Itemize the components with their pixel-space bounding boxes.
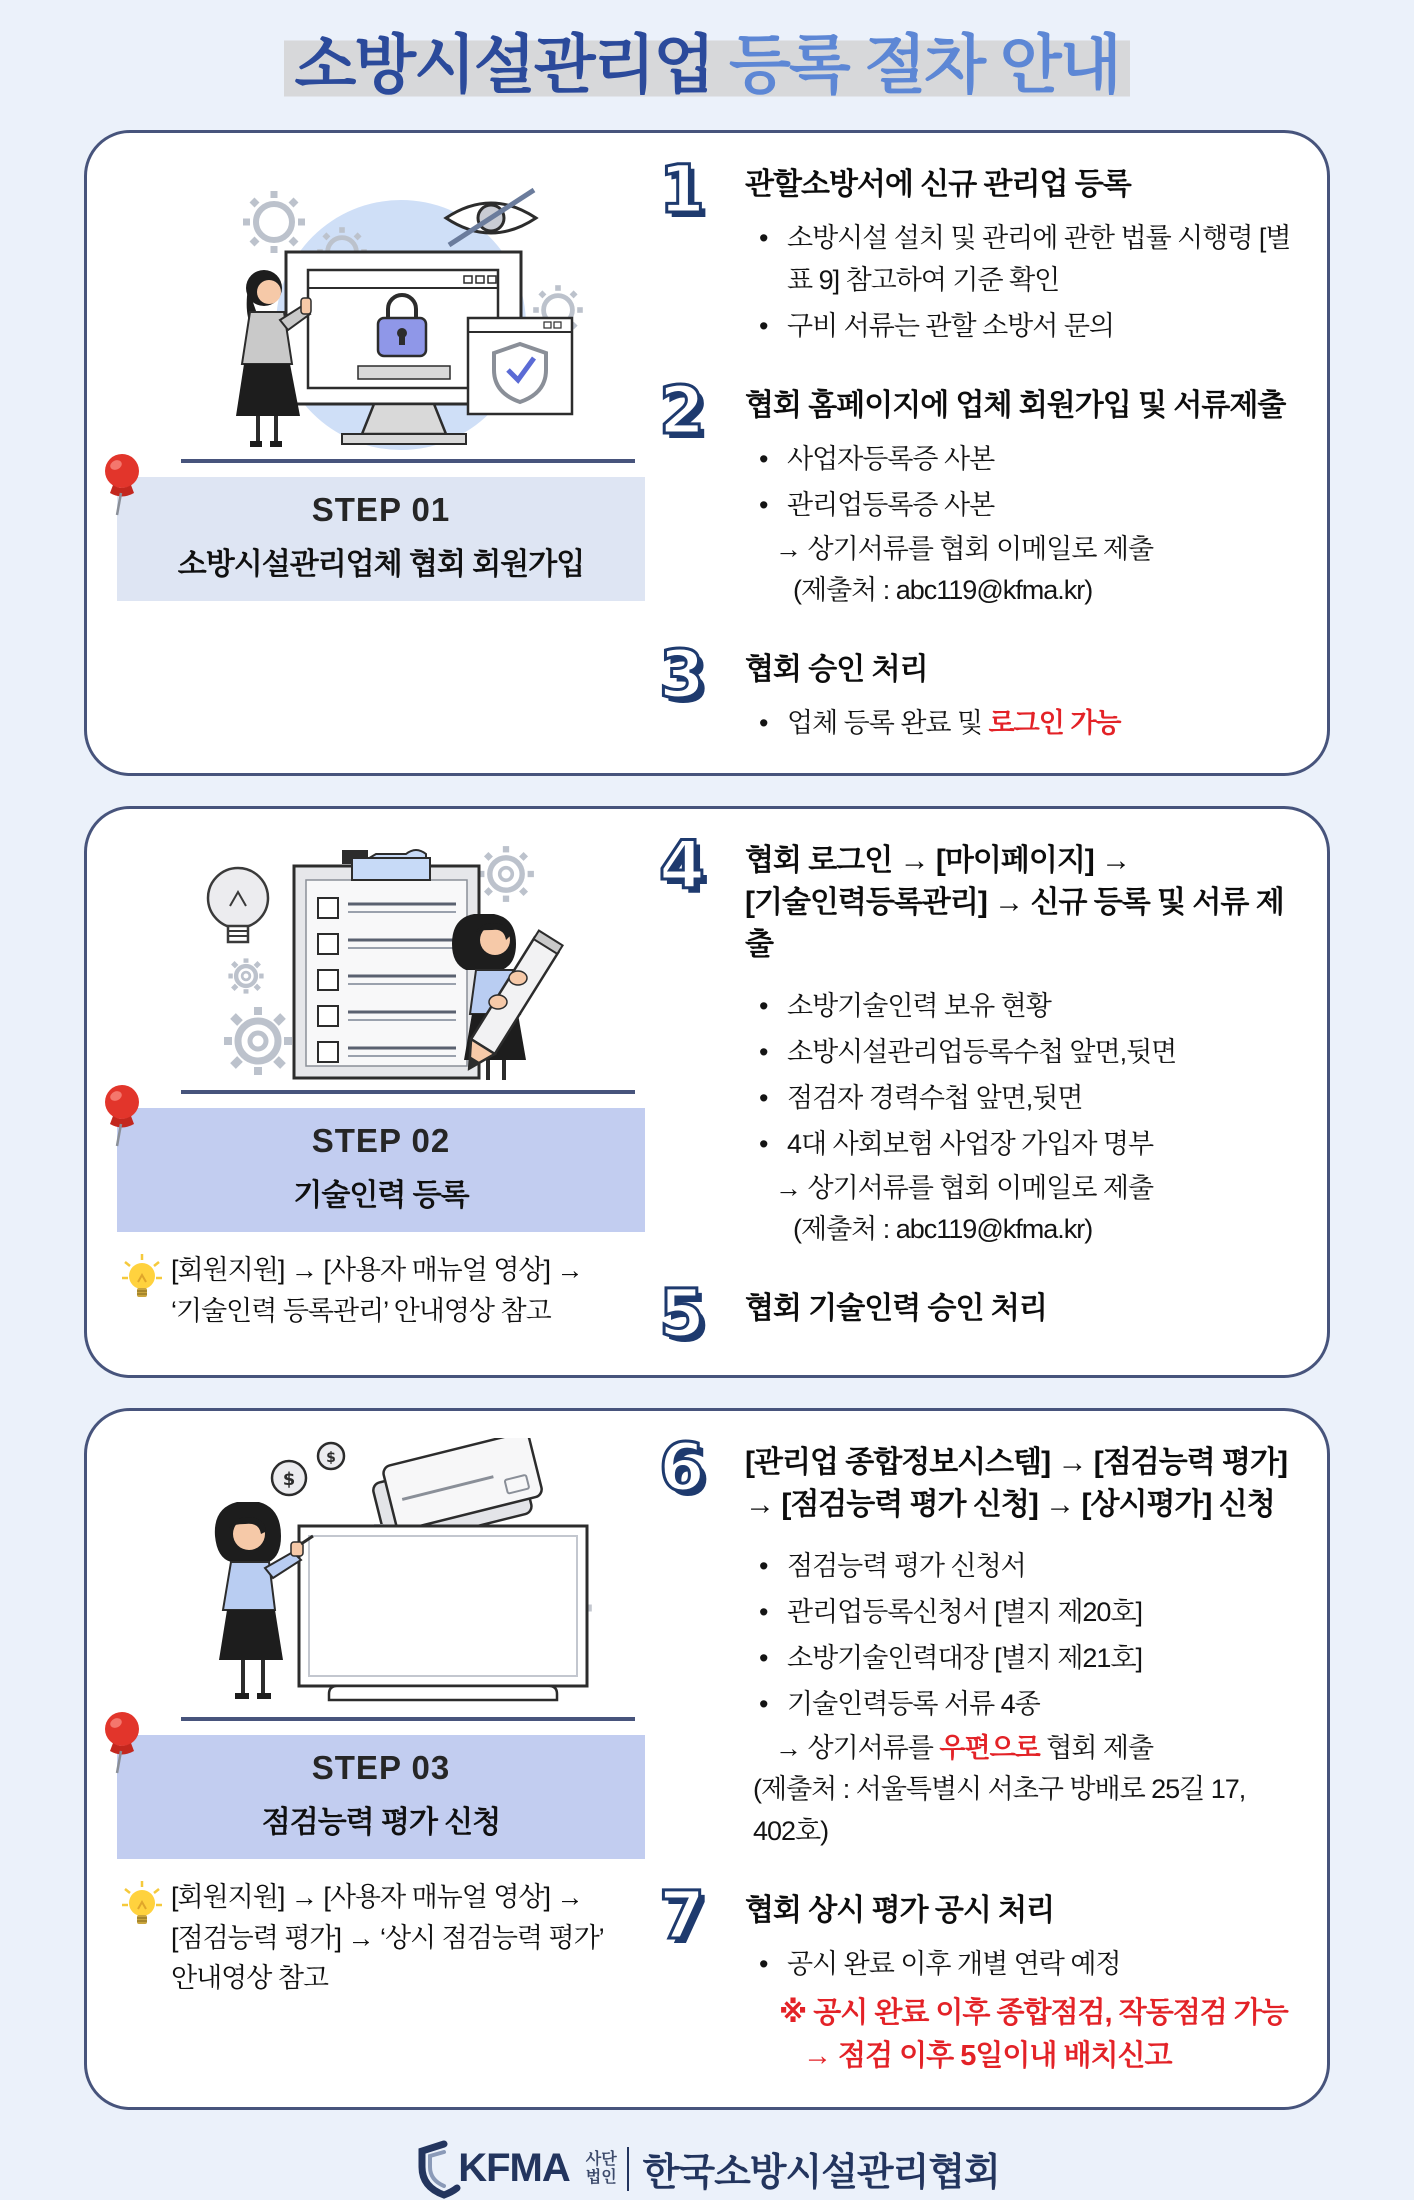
clipboard-checklist <box>294 850 479 1078</box>
footer-divider <box>627 2147 629 2191</box>
title-highlight <box>284 29 1129 101</box>
card2-left-column <box>117 831 645 1347</box>
procedure-item-4 <box>659 827 1293 1251</box>
item6-number: 6 <box>659 1429 705 1507</box>
step1-label: STEP 01 <box>311 491 451 529</box>
step3-band <box>117 1735 645 1859</box>
procedure-item-7 <box>659 1877 1293 2079</box>
item7-red-note-line1: ※ 공시 완료 이후 종합점검, 작동점검 가능 <box>779 1996 1288 2029</box>
item6-bullet2: • 관리업등록신청서 [별지 제20호] <box>745 1592 1293 1634</box>
kfma-logo-text: KFMA <box>458 2146 570 2191</box>
item4-arrow-line: → 상기서류를 협회 이메일로 제출 <box>775 1172 1154 1203</box>
item1-bullet2: • 구비 서류는 관할 소방서 문의 <box>745 306 1293 348</box>
footer-logo-area <box>0 2138 1414 2200</box>
item6-bullet1: • 점검능력 평가 신청서 <box>745 1546 1293 1588</box>
item4-submit-address: (제출처 : abc119@kfma.kr) <box>793 1214 1093 1245</box>
item1-number: 1 <box>659 151 705 229</box>
step2-tip <box>117 1250 645 1331</box>
item2-number: 2 <box>659 371 705 449</box>
procedure-item-5 <box>659 1275 1293 1353</box>
svg-text:$: $ <box>282 1469 296 1491</box>
step-card-01 <box>84 130 1330 776</box>
pushpin-icon <box>95 1078 153 1152</box>
card3-right-column <box>645 1429 1293 2079</box>
item6-arrow-line: → 상기서류를 우편으로 협회 제출 <box>775 1732 1154 1763</box>
login-available-red-text: 로그인 가능 <box>988 708 1121 739</box>
whiteboard-shape <box>299 1526 587 1700</box>
card2-right-column <box>645 827 1293 1353</box>
step-card-03 <box>84 1408 1330 2110</box>
procedure-item-6 <box>659 1429 1293 1853</box>
item4-bullet1: • 소방기술인력 보유 현황 <box>745 986 1293 1028</box>
pushpin-icon <box>95 447 153 521</box>
step1-band <box>117 477 645 601</box>
title-part1: 소방시설관리업 <box>294 29 714 101</box>
item3-number: 3 <box>659 636 705 714</box>
item3-bullet1: • 업체 등록 완료 및 로그인 가능 <box>745 703 1293 745</box>
item7-red-note-line2: → 점검 이후 5일이내 배치신고 <box>803 2040 1172 2073</box>
divider-line <box>181 1717 635 1721</box>
lightbulb-icon <box>119 1252 165 1302</box>
item2-heading: 협회 홈페이지에 업체 회원가입 및 서류제출 <box>745 388 1286 422</box>
card3-left-column <box>117 1433 645 2079</box>
item3-heading: 협회 승인 처리 <box>745 653 928 687</box>
item2-bullet2: • 관리업등록증 사본 <box>745 485 1293 527</box>
step-card-02 <box>84 806 1330 1378</box>
item4-heading: 협회 로그인 → [마이페이지] → [기술인력등록관리] → 신규 등록 및 서류 제출 <box>745 844 1284 962</box>
pushpin-icon <box>95 1705 153 1779</box>
card1-right-column <box>645 151 1293 745</box>
item7-heading: 협회 상시 평가 공시 처리 <box>745 1894 1055 1928</box>
item5-number: 5 <box>659 1275 705 1353</box>
step3-tip-text: [회원지원] → [사용자 매뉴얼 영상] → [점검능력 평가] → ‘상시 점검능력 평가’ 안내영상 참고 <box>171 1882 604 1994</box>
step1-title: 소방시설관리업체 협회 회원가입 <box>177 548 585 582</box>
step2-band <box>117 1108 645 1232</box>
presentation-board-illustration <box>117 1433 645 1713</box>
by-mail-red-text: 우편으로 <box>939 1732 1040 1763</box>
procedure-item-1 <box>659 151 1293 348</box>
step2-label: STEP 02 <box>311 1122 451 1160</box>
procedure-item-2 <box>659 371 1293 612</box>
org-type-label: 사단 법인 <box>585 2150 617 2186</box>
checklist-illustration <box>117 831 645 1086</box>
svg-text:$: $ <box>326 1450 336 1467</box>
page-title <box>0 0 1414 100</box>
hidden-eye-icon <box>446 190 536 245</box>
item4-bullet2: • 소방시설관리업등록수첩 앞면,뒷면 <box>745 1032 1293 1074</box>
association-name: 한국소방시설관리협회 <box>642 2152 1000 2195</box>
item1-bullet1: • 소방시설 설치 및 관리에 관한 법률 시행령 [별표 9] 참고하여 기준 확인 <box>745 218 1293 302</box>
procedure-item-3 <box>659 636 1293 745</box>
card1-left-column <box>117 155 645 745</box>
step3-title: 점검능력 평가 신청 <box>261 1806 501 1840</box>
item2-bullet1: • 사업자등록증 사본 <box>745 439 1293 481</box>
item6-bullet3: • 소방기술인력대장 [별지 제21호] <box>745 1638 1293 1680</box>
step3-tip <box>117 1877 645 1999</box>
item6-bullet4: • 기술인력등록 서류 4종 <box>745 1684 1293 1726</box>
divider-line <box>181 459 635 463</box>
lightbulb-sketch-icon <box>208 868 268 942</box>
item6-heading: [관리업 종합정보시스템] → [점검능력 평가] → [점검능력 평가 신청] → [상시평가] 신청 <box>745 1446 1287 1522</box>
item5-heading: 협회 기술인력 승인 처리 <box>745 1292 1047 1326</box>
item6-submit-address: (제출처 : 서울특별시 서초구 방배로 25길 17, 402호) <box>753 1774 1246 1847</box>
coin-icons <box>272 1443 344 1495</box>
item2-submit-address: (제출처 : abc119@kfma.kr) <box>793 575 1093 606</box>
step3-label: STEP 03 <box>311 1749 451 1787</box>
item1-heading: 관할소방서에 신규 관리업 등록 <box>745 168 1131 202</box>
lightbulb-icon <box>119 1879 165 1929</box>
item4-bullet3: • 점검자 경력수첩 앞면,뒷면 <box>745 1078 1293 1120</box>
item2-arrow-line: → 상기서류를 협회 이메일로 제출 <box>775 533 1154 564</box>
item4-bullet4: • 4대 사회보험 사업장 가입자 명부 <box>745 1124 1293 1166</box>
security-monitor-illustration <box>117 155 645 455</box>
step2-title: 기술인력 등록 <box>293 1179 469 1213</box>
step2-tip-text: [회원지원] → [사용자 매뉴얼 영상] → ‘기술인력 등록관리’ 안내영상 참고 <box>171 1255 583 1326</box>
item7-number: 7 <box>659 1877 705 1955</box>
divider-line <box>181 1090 635 1094</box>
item7-bullet1: • 공시 완료 이후 개별 연락 예정 <box>745 1944 1293 1986</box>
item4-number: 4 <box>659 827 705 905</box>
shield-check-window <box>468 318 572 414</box>
title-part2: 등록 절차 안내 <box>713 29 1120 101</box>
